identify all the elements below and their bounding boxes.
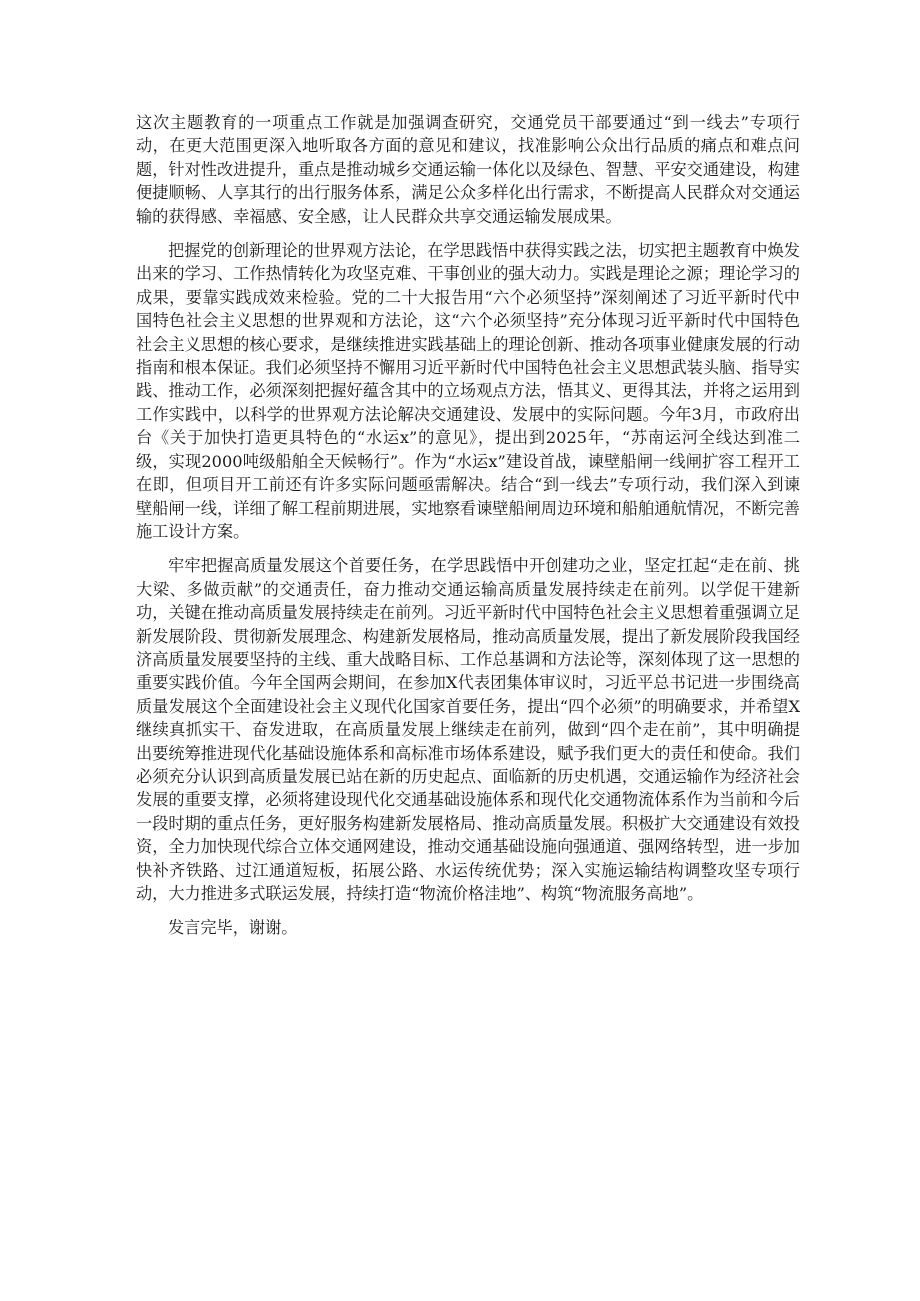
paragraph-3: 牢牢把握高质量发展这个首要任务，在学思践悟中开创建功之业，坚定扛起“走在前、挑大梁、多做贡献”的交通责任，奋力推动交通运输高质量发展持续走在前列。以学促干建新功，关键在推动高质量发展持续走在前列。习近平新时代中国特色社会主义思想着重强调立足新发展阶段、贯彻新发展理念、构建新发展格局，推动高质量发展，提出了新发展阶段我国经济高质量发展要坚持的主线、重大战略目标、工作总基调和方法论等，深刻体现了这一思想的重要实践价值。今年全国两会期间，在参加X代表团集体审议时，习近平总书记进一步围绕高质量发展这个全面建设社会主义现代化国家首要任务，提出“四个必须”的明确要求，并希望X继续真抓实干、奋发进取，在高质量发展上继续走在前列，做到“四个走在前”，其中明确提出要统筹推进现代化基础设施体系和高标准市场体系建设，赋予我们更大的责任和使命。我们必须充分认识到高质量发展已站在新的历史起点、面临新的历史机遇，交通运输作为经济社会发展的重要支撑，必须将建设现代化交通基础设施体系和现代化交通物流体系作为当前和今后一段时期的重点任务，更好服务构建新发展格局、推动高质量发展。积极扩大交通建设有效投资，全力加快现代综合立体交通网建设，推动交通基础设施向强通道、强网络转型，进一步加快补齐铁路、过江通道短板，拓展公路、水运传统优势；深入实施运输结构调整攻坚专项行动，大力推进多式联运发展，持续打造“物流价格洼地”、构筑“物流服务高地”。 [136, 556, 800, 903]
document-body [136, 111, 800, 940]
paragraph-1: 这次主题教育的一项重点工作就是加强调查研究，交通党员干部要通过“到一线去”专项行动，在更大范围更深入地听取各方面的意见和建议，找准影响公众出行品质的痛点和难点问题，针对性改进提升，重点是推动城乡交通运输一体化以及绿色、智慧、平安交通建设，构建便捷顺畅、人享其行的出行服务体系，满足公众多样化出行需求，不断提高人民群众对交通运输的获得感、幸福感、安全感，让人民群众共享交通运输发展成果。 [136, 113, 800, 226]
paragraph-2: 把握党的创新理论的世界观方法论，在学思践悟中获得实践之法，切实把主题教育中焕发出来的学习、工作热情转化为攻坚克难、干事创业的强大动力。实践是理论之源；理论学习的成果，要靠实践成效来检验。党的二十大报告用“六个必须坚持”深刻阐述了习近平新时代中国特色社会主义思想的世界观和方法论，这“六个必须坚持”充分体现习近平新时代中国特色社会主义思想的核心要求，是继续推进实践基础上的理论创新、推动各项事业健康发展的行动指南和根本保证。我们必须坚持不懈用习近平新时代中国特色社会主义思想武装头脑、指导实践、推动工作，必须深刻把握好蕴含其中的立场观点方法，悟其义、更得其法，并将之运用到工作实践中，以科学的世界观方法论解决交通建设、发展中的实际问题。今年3月，市政府出台《关于加快打造更具特色的“水运x”的意见》，提出到2025年，“苏南运河全线达到准二级，实现2000吨级船舶全天候畅行”。作为“水运x”建设首战，谏壁船闸一线闸扩容工程开工在即，但项目开工前还有许多实际问题亟需解决。结合“到一线去”专项行动，我们深入到谏壁船闸一线，详细了解工程前期进展，实地察看谏壁船闸周边环境和船舶通航情况，不断完善施工设计方案。 [136, 241, 800, 541]
paragraph-closing: 发言完毕，谢谢。 [168, 918, 298, 938]
